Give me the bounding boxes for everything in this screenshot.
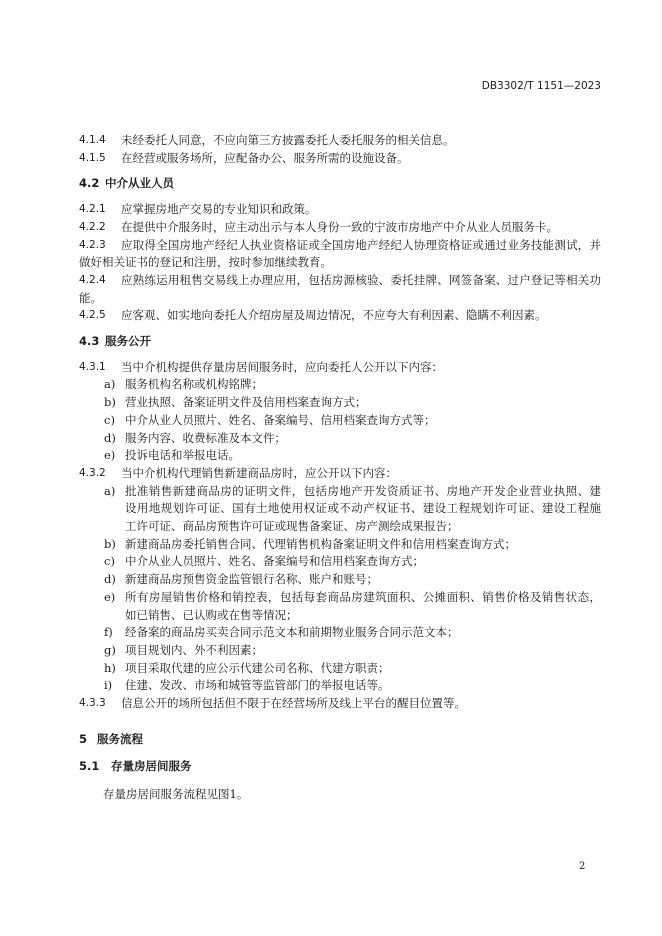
list-item-d (79, 430, 601, 448)
list-item-g (79, 642, 601, 660)
item-label: e) (104, 589, 116, 604)
clause-number: 4.2.1 (79, 203, 106, 216)
item-label: a) (104, 377, 116, 392)
item-text: 服务内容、收费标准及本文件； (125, 430, 286, 445)
item-text: 服务机构名称或机构铭牌； (125, 377, 263, 392)
item-label: e) (104, 448, 116, 463)
item-label: a) (104, 483, 116, 498)
list-item-e (79, 589, 601, 624)
section-heading-4-3 (79, 333, 601, 351)
item-label: i) (104, 678, 113, 693)
item-label: d) (104, 430, 116, 445)
clause-number: 4.2.5 (79, 309, 106, 322)
item-text-continued: 如已销售、已认购或在售等情况； (125, 607, 298, 622)
clause-first-line (79, 150, 601, 168)
page-number: 2 (579, 861, 586, 872)
item-label: b) (104, 395, 116, 410)
list-item-f (79, 624, 601, 642)
clause-text-continued: 做好相关证书的登记和注册，按时参加继续教育。 (79, 255, 332, 270)
section-title: 存量房居间服务 (111, 759, 192, 774)
section-heading-5-1 (79, 758, 601, 776)
item-text: 批准销售新建商品房的证明文件，包括房地产开发资质证书、房地产开发企业营业执照、建 (125, 483, 601, 498)
clause-first-line (79, 465, 601, 483)
page-body (79, 132, 601, 804)
clause-4-3-2 (79, 465, 601, 695)
section-title: 中介从业人员 (105, 176, 174, 191)
list-item-c (79, 553, 601, 571)
item-text: 新建商品房预售资金监管银行名称、账户和账号； (125, 572, 378, 587)
section-number: 4.3 (79, 334, 100, 349)
list-item-a (79, 376, 601, 394)
clause-text: 应熟练运用租售交易线上办理应用，包括房源核验、委托挂牌、网签备案、过户登记等相关功 (121, 272, 601, 287)
clause-text: 在提供中介服务时，应主动出示与本人身份一致的宁波市房地产中介从业人员服务卡。 (121, 219, 558, 234)
clause-4-3-3 (79, 695, 601, 713)
clause-4-2-3 (79, 237, 601, 272)
section-heading-4-2 (79, 175, 601, 193)
item-text: 中介从业人员照片、姓名、备案编号和信用档案查询方式； (125, 554, 424, 569)
section-number: 4.2 (79, 176, 100, 191)
paragraph: 存量房居间服务流程见图1。 (103, 787, 249, 802)
section-number: 5.1 (79, 759, 100, 774)
clause-text: 应客观、如实地向委托人介绍房屋及周边情况，不应夸大有利因素、隐瞒不利因素。 (121, 308, 547, 323)
item-label: c) (104, 412, 115, 427)
clause-text: 信息公开的场所包括但不限于在经营场所及线上平台的醒目位置等。 (121, 696, 466, 711)
clause-text: 在经营或服务场所，应配备办公、服务所需的设施设备。 (121, 150, 409, 165)
item-text: 新建商品房委托销售合同、代理销售机构备案证明文件和信用档案查询方式； (125, 536, 516, 551)
clause-first-line (79, 272, 601, 290)
clause-4-2-5 (79, 307, 601, 325)
clause-first-line (79, 219, 601, 237)
list-item-h (79, 660, 601, 678)
item-label: f) (104, 625, 113, 640)
item-text: 投诉电话和举报电话。 (125, 448, 240, 463)
item-label: g) (104, 642, 116, 657)
clause-text: 应掌握房地产交易的专业知识和政策。 (121, 202, 317, 217)
clause-4-3-1 (79, 359, 601, 465)
clause-number: 4.3.3 (79, 697, 106, 710)
list-item-c (79, 412, 601, 430)
item-text: 经备案的商品房买卖合同示范文本和前期物业服务合同示范文本； (125, 625, 459, 640)
list-item-i (79, 677, 601, 695)
clause-number: 4.3.2 (79, 466, 106, 479)
list-item-a (79, 483, 601, 536)
clause-number: 4.1.4 (79, 134, 106, 146)
chapter-number: 5 (79, 732, 88, 747)
clause-4-2-4 (79, 272, 601, 307)
chapter-title: 服务流程 (97, 732, 143, 747)
clause-number: 4.3.1 (79, 360, 106, 373)
clause-text: 当中介机构代理销售新建商品房时，应公开以下内容： (121, 465, 397, 480)
item-text: 项目规划内、外不利因素； (125, 642, 263, 657)
list-item-b (79, 394, 601, 412)
clause-text-continued: 能。 (79, 290, 102, 305)
clause-number: 4.2.2 (79, 220, 106, 233)
item-text: 项目采取代建的应公示代建公司名称、代建方职责； (125, 660, 390, 675)
clause-number: 4.2.3 (79, 238, 106, 251)
clause-text: 当中介机构提供存量房居间服务时，应向委托人公开以下内容： (121, 359, 443, 374)
clause-4-2-1 (79, 201, 601, 219)
clause-number: 4.2.4 (79, 273, 106, 286)
clause-4-2-2 (79, 219, 601, 237)
item-text: 所有房屋销售价格和销控表，包括每套商品房建筑面积、公摊面积、销售价格及销售状态， (125, 589, 601, 604)
clause-first-line (79, 695, 601, 713)
item-label: b) (104, 536, 116, 551)
list-item-e (79, 447, 601, 465)
document-code-header: DB3302/T 1151—2023 (481, 80, 601, 92)
clause-4-1-5 (79, 150, 601, 168)
item-label: d) (104, 572, 116, 587)
item-text-continued: 设用地规划许可证、国有土地使用权证或不动产权证书、建设工程规划许可证、建设工程施 (125, 501, 601, 516)
clause-first-line (79, 307, 601, 325)
clause-text: 应取得全国房地产经纪人执业资格证或全国房地产经纪人协理资格证或通过业务技能测试，并 (121, 237, 601, 252)
clause-text: 未经委托人同意，不应向第三方披露委托人委托服务的相关信息。 (121, 133, 455, 147)
clause-4-1-4 (79, 132, 601, 150)
clause-number: 4.1.5 (79, 151, 106, 164)
item-text: 中介从业人员照片、姓名、备案编号、信用档案查询方式等； (125, 412, 436, 427)
list-item-d (79, 571, 601, 589)
clause-first-line (79, 132, 601, 150)
item-label: h) (104, 660, 116, 675)
clause-first-line (79, 237, 601, 255)
chapter-heading-5 (79, 731, 601, 749)
list-item-b (79, 536, 601, 554)
clause-first-line (79, 201, 601, 219)
item-text: 住建、发改、市场和城管等监管部门的举报电话等。 (125, 678, 390, 693)
section-title: 服务公开 (105, 334, 151, 349)
item-text: 营业执照、备案证明文件及信用档案查询方式； (125, 395, 367, 410)
clause-first-line (79, 359, 601, 377)
item-label: c) (104, 554, 115, 569)
item-text-continued: 工许可证、商品房预售许可证或现售备案证、房产测绘成果报告； (125, 519, 459, 534)
